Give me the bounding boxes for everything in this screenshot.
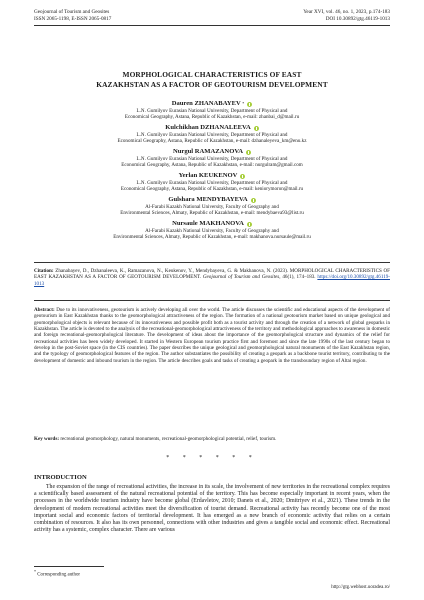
orcid-icon[interactable] <box>240 174 245 179</box>
journal-issn: ISSN 2065-1198, E-ISSN 2065-0817 <box>34 16 112 22</box>
orcid-icon[interactable] <box>251 198 256 203</box>
keywords-label: Key words: <box>34 436 60 442</box>
citation-top-divider <box>34 262 390 263</box>
header-divider <box>34 25 390 26</box>
footer-url[interactable]: http://gtg.webhost.uoradea.ro/ <box>331 585 390 590</box>
author-affiliation: Environmental Sciences, Almaty, Republic of Kazakhstan, e-mail: mendybaeva93@list.ru <box>120 210 304 217</box>
abstract-label: Abstract: <box>34 307 55 313</box>
section-separator: * * * * * * <box>166 455 258 461</box>
citation-journal: Geojournal of Tourism and Geosites <box>202 274 280 281</box>
keywords-block <box>34 436 390 442</box>
author-name: Dauren ZHANABAYEV <box>171 100 241 107</box>
abstract-block <box>34 307 390 364</box>
issue-doi: DOI 10.30892/gtg.46119-1013 <box>325 16 390 22</box>
footnote-mark: * <box>34 569 37 574</box>
citation-tail: , 46(1), 174–183. <box>279 274 318 281</box>
footnote-text: Corresponding author <box>36 572 81 578</box>
author-1 <box>34 100 390 121</box>
author-name: Nurgul RAMAZANOVA <box>172 148 244 155</box>
author-affiliation: Al-Farabi Kazakh National University, Faculty of Geography and <box>145 228 279 234</box>
journal-header <box>34 9 111 23</box>
corresponding-mark: * <box>242 101 245 106</box>
author-affiliation: L.N. Gumilyov Eurasian National University, Department of Physical and <box>136 132 288 138</box>
author-2 <box>34 124 390 145</box>
author-affiliation: Economical Geography, Astana, Republic of Kazakhstan, e-mail: dzhanaleyeva_km@enu.kz <box>117 138 307 145</box>
citation-label: Citation: <box>34 268 54 274</box>
author-name: Gulshara MENDYBAYEVA <box>168 196 248 203</box>
title-line-2: KAZAKHSTAN AS A FACTOR OF GEOTOURISM DEVELOPMENT <box>96 79 328 89</box>
title-line-1: MORPHOLOGICAL CHARACTERISTICS OF EAST <box>122 70 302 79</box>
citation-block <box>34 268 390 287</box>
intro-text: The expansion of the range of recreational activities, the increase in its scale, the involvement of new territories in the recreational complex requires a scientifically based assessment of the natural recreational potential of the territory. This has become especially important in recent years, when the processes in the worldwide tourism industry have become global (Erdavletov, 2010; Danets et al., 2020; Dmitriyev et al., 2021). These trends in the development of modern recreational activities meet the diversification of tourist demand. Recreational activity has recently become one of the most important social and economic factors of territorial development. It has emerged as a new branch of economic activity that relies on a certain combination of resources. It also has its own personnel, connections with other industries and gives a tangible social and economic effect. Recreational activity has a systemic, complex character. There are various <box>34 484 390 534</box>
orcid-icon[interactable] <box>254 126 259 131</box>
author-affiliation: Al-Farabi Kazakh National University, Faculty of Geography and <box>145 204 279 210</box>
author-affiliation: Environmental Sciences, Almaty, Republic of Kazakhstan, e-mail: makhanova.nursaule@mail.ru <box>113 234 311 241</box>
orcid-icon[interactable] <box>246 150 251 155</box>
issue-info: Year XVI, vol. 46, no. 1, 2023, p.174-183 <box>303 9 390 15</box>
author-name: Nursaule MAKHANOVA <box>172 220 244 227</box>
footnote-divider <box>34 566 104 567</box>
journal-name: Geojournal of Tourism and Geosites <box>34 9 110 15</box>
author-affiliation: L.N. Gumilyov Eurasian National University, Department of Physical and <box>136 108 288 114</box>
orcid-icon[interactable] <box>247 102 252 107</box>
author-affiliation: Economical Geography, Astana, Republic of Kazakhstan, e-mail: keniorymoron@mail.ru <box>120 186 304 193</box>
author-affiliation: L.N. Gumilyov Eurasian National University, Department of Physical and <box>136 180 288 186</box>
intro-heading: INTRODUCTION <box>34 474 87 481</box>
footnote <box>34 569 80 579</box>
citation-bottom-divider <box>34 300 390 301</box>
author-affiliation: Economical Geography, Astana, Republic of Kazakhstan, e-mail: nurgulram@gmail.com <box>121 162 303 169</box>
paper-title <box>34 70 390 89</box>
author-5 <box>34 196 390 217</box>
author-affiliation: L.N. Gumilyov Eurasian National University, Department of Physical and <box>136 156 288 162</box>
author-name: Kulchikhan DZHANALEEVA <box>165 124 251 131</box>
author-6 <box>34 220 390 241</box>
keywords-text: recreational geomorphology, natural monuments, recreational-geomorphological potential, relief, tourism. <box>59 436 277 442</box>
author-3 <box>34 148 390 169</box>
author-name: Yerlan KEUKENOV <box>178 172 238 179</box>
citation-text: Zhanabayev, D., Dzhanaleeva, K., Ramazanova, N., Keukenov, Y., Mendybayeva, G. & Makhanova, N. (2023). MORPHOLOGICAL CHARACTERISTICS OF EAST KAZAKHSTAN AS A FACTOR OF GEOTOURISM DEVELOPMENT. <box>34 268 390 281</box>
abstract-text: Due to its innovativeness, geotourism is actively developing all over the world. The article discusses the scientific and educational aspects of the development of geotourism in East Kazakhstan thanks to the geomorphological attractiveness of the region. The formation of a national geotourism market based on unique geological and geomorphological objects is relevant because of its innovativeness and possible profit both as a tourist activity and through the creation of a network of global geoparks in Kazakhstan. The article is devoted to the analysis of the recreational-geomorphological attractiveness of the territory and methodological approaches to awareness in domestic and foreign recreational-geomorphological literature. The development of ideas about the importance of the geomorphological structure and dynamics of the relief for recreational activities has been widely developed. It started in Western European tourism practice first and foremost and since the late 1990s of the last century began to develop in the post-Soviet space (in the CIS countries). The paper describes the unique geological and geomorphological natural monuments of the East Kazakhstan region, and the typology of geomorphological features of the region. The author substantiates the possibility of creating a geopark as a backbone tourist territory, contributing to the development of domestic and inbound tourism in the region. The article describes goals and tasks of creating a geopark in the transboundary region of Altai region. <box>34 307 390 364</box>
issue-header <box>303 9 390 23</box>
author-affiliation: Economical Geography, Astana, Republic of Kazakhstan, e-mail: zhanbai_d@mail.ru <box>124 114 300 121</box>
orcid-icon[interactable] <box>247 222 252 227</box>
doi-link[interactable]: https://doi.org/10.30892/gtg.46119-1013 <box>34 274 390 287</box>
author-4 <box>34 172 390 193</box>
